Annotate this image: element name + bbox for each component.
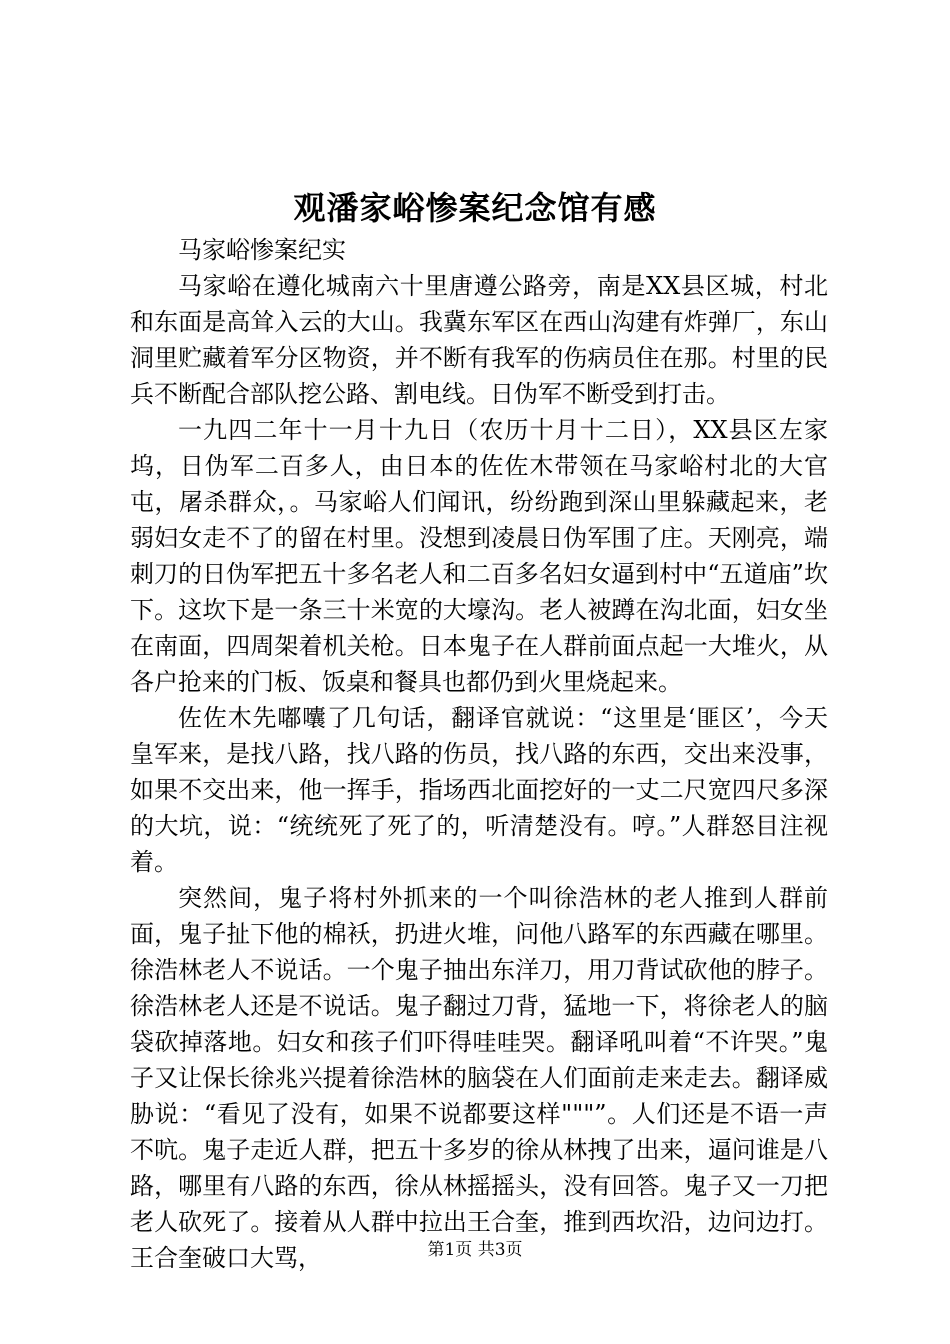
- paragraph-subtitle: 马家峪惨案纪实: [178, 236, 346, 264]
- paragraph: 马家峪在遵化城南六十里唐遵公路旁，南是XX县区城，村北和东面是高耸入云的大山。我冀东军区在西山沟建有炸弹厂，东山洞里贮藏着军分区物资，并不断有我军的伤病员住在那。村里的民兵不断配合部队挖公路、割电线。日伪军不断受到打击。: [130, 272, 828, 408]
- document-body: [130, 232, 828, 1276]
- paragraph: 佐佐木先嘟囔了几句话，翻译官就说：“这里是‘匪区’，今天皇军来，是找八路，找八路的伤员，找八路的东西，交出来没事，如果不交出来，他一挥手，指场西北面挖好的一丈二尺宽四尺多深的大坑，说：“统统死了死了的，听清楚没有。哼。”人群怒目注视着。: [130, 704, 828, 876]
- page-footer: 第1页 共3页: [427, 1240, 523, 1260]
- paragraph: 一九四二年十一月十九日（农历十月十二日），XX县区左家坞，日伪军二百多人，由日本的佐佐木带领在马家峪村北的大官屯，屠杀群众，。马家峪人们闻讯，纷纷跑到深山里躲藏起来，老弱妇女走不了的留在村里。没想到凌晨日伪军围了庄。天刚亮，端刺刀的日伪军把五十多名老人和二百多名妇女逼到村中“五道庙”坎下。这坎下是一条三十米宽的大壕沟。老人被蹲在沟北面，妇女坐在南面，四周架着机关枪。日本鬼子在人群前面点起一大堆火，从各户抢来的门板、饭桌和餐具也都仍到火里烧起来。: [130, 416, 828, 696]
- document-title: 观潘家峪惨案纪念馆有感: [293, 189, 657, 227]
- paragraph: 突然间，鬼子将村外抓来的一个叫徐浩林的老人推到人群前面，鬼子扯下他的棉袄，扔进火堆，问他八路军的东西藏在哪里。徐浩林老人不说话。一个鬼子抽出东洋刀，用刀背试砍他的脖子。徐浩林老人还是不说话。鬼子翻过刀背，猛地一下，将徐老人的脑袋砍掉落地。妇女和孩子们吓得哇哇哭。翻译吼叫着“不许哭。”鬼子又让保长徐兆兴提着徐浩林的脑袋在人们面前走来走去。翻译威胁说：“看见了没有，如果不说都要这样"""”。人们还是不语一声不吭。鬼子走近人群，把五十多岁的徐从林拽了出来，逼问谁是八路，哪里有八路的东西，徐从林摇摇头，没有回答。鬼子又一刀把老人砍死了。接着从人群中拉出王合奎，推到西坎沿，边问边打。王合奎破口大骂，: [130, 884, 828, 1272]
